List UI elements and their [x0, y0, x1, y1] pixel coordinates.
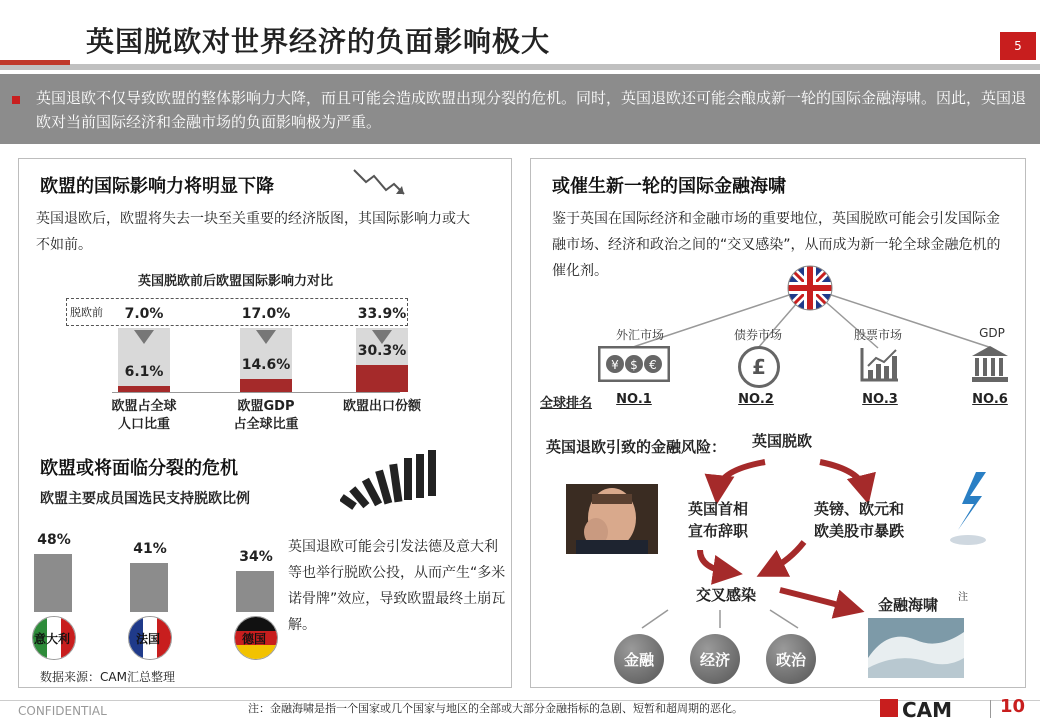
tsunami-photo: [868, 618, 964, 678]
title-accent: [0, 60, 70, 65]
market-label-fx: 外汇市场: [615, 328, 664, 342]
decline-arrow-icon: [352, 166, 408, 198]
before-value: 17.0%: [241, 306, 291, 322]
bank-building-icon: [970, 344, 1010, 384]
svg-text:¥: ¥: [611, 358, 619, 372]
risk-root: 英国脱欧: [752, 432, 813, 450]
country-label: 德国: [241, 632, 266, 646]
rank-gdp: NO.6: [972, 392, 1008, 407]
before-value: 7.0%: [124, 306, 164, 322]
summary-text: 英国退欧不仅导致欧盟的整体影响力大降，而且可能会造成欧盟出现分裂的危机。同时，英国退欧还可能会酿成新一轮的国际金融海啸。因此，英国退欧对当前国际经济和金融市场的负面影响极为严重。: [36, 89, 1027, 131]
domino-text: 英国退欧可能会引发法德及意大利等也举行脱欧公投，从而产生“多米诺骨牌”效应，导致欧盟最终土崩瓦解。: [288, 539, 506, 633]
tsunami-text: 鉴于英国在国际经济和金融市场的重要地位，英国脱欧可能会引发国际金融市场、经济和政治之间的“交叉感染”，从而成为新一轮全球金融危机的催化剂。: [552, 211, 1001, 279]
support-chart-title: 欧盟主要成员国选民支持脱欧比例: [40, 491, 250, 507]
after-value: 30.3%: [357, 342, 407, 359]
category-label: 欧盟GDP 占全球比重: [233, 399, 299, 432]
data-source: 数据来源：CAM汇总整理: [40, 670, 175, 684]
confidential-label: CONFIDENTIAL: [18, 704, 107, 718]
ball-economy: 经济: [690, 634, 740, 684]
country-label: 法国: [135, 632, 160, 646]
after-value: 14.6%: [241, 356, 291, 373]
before-brexit-label: 脱欧前: [70, 306, 103, 319]
support-value: 41%: [133, 540, 167, 557]
page-number: 5: [1000, 32, 1036, 60]
stock-chart-icon: [860, 346, 900, 382]
footnote: 注：金融海啸是指一个国家或几个国家与地区的全部或大部分金融指标的急剧、短暂和超周期的恶化。: [248, 702, 743, 715]
chart-title: 英国脱欧前后欧盟国际影响力对比: [138, 274, 334, 289]
cam-logo-mark: [880, 699, 898, 717]
pm-resign-node: 英国首相 宣布辞职: [688, 500, 749, 540]
after-bar: [118, 386, 170, 392]
support-value: 34%: [239, 549, 273, 566]
section-heading-tsunami: 或催生新一轮的国际金融海啸: [552, 176, 786, 197]
page-title: 英国脱欧对世界经济的负面影响极大: [86, 25, 551, 58]
tsunami-node: 金融海啸: [878, 596, 939, 614]
market-label-stock: 股票市场: [853, 328, 902, 342]
prime-minister-photo: [566, 484, 658, 554]
anniversary-badge: 10: [1000, 696, 1026, 717]
crash-lightning-icon: [946, 470, 996, 550]
after-bar: [240, 379, 292, 392]
logo-divider: [990, 700, 991, 718]
down-arrow-icon: [134, 330, 154, 344]
uk-flag-icon: [786, 264, 834, 312]
svg-text:€: €: [649, 358, 657, 372]
support-bar: [236, 571, 274, 612]
after-bar: [356, 365, 408, 392]
influence-text: 英国退欧后，欧盟将失去一块至关重要的经济版图，其国际影响力或大不如前。: [36, 211, 470, 253]
before-value: 33.9%: [357, 306, 407, 322]
down-arrow-icon: [256, 330, 276, 344]
cross-infection-node: 交叉感染: [696, 586, 757, 604]
pound-icon: £: [738, 346, 780, 388]
ball-finance: 金融: [614, 634, 664, 684]
tsunami-note-mark: 注: [958, 592, 968, 603]
support-bar: [34, 554, 72, 612]
support-value: 48%: [37, 532, 71, 549]
ball-politics: 政治: [766, 634, 816, 684]
market-label-bond: 债券市场: [733, 328, 782, 342]
rank-stock: NO.3: [862, 392, 898, 407]
category-label: 欧盟占全球 人口比重: [111, 399, 177, 432]
cam-logo: CAM: [902, 698, 953, 722]
markets-fall-node: 英镑、欧元和 欧美股市暴跌: [814, 500, 905, 540]
market-label-gdp: GDP: [979, 326, 1005, 340]
chart-baseline: [112, 392, 400, 393]
rank-bond: NO.2: [738, 392, 774, 407]
risk-label: 英国退欧引致的金融风险：: [546, 438, 727, 456]
country-label: 意大利: [33, 632, 70, 646]
after-value: 6.1%: [124, 364, 164, 380]
global-rank-label: 全球排名: [540, 396, 593, 411]
support-bar: [130, 563, 168, 612]
bullet-icon: [12, 96, 20, 104]
currency-notes-icon: [598, 346, 670, 382]
svg-text:$: $: [630, 358, 638, 372]
domino-icon: [340, 448, 440, 516]
category-label: 欧盟出口份额: [342, 399, 421, 414]
title-divider: [0, 64, 1040, 70]
rank-fx: NO.1: [616, 392, 652, 407]
section-heading-split: 欧盟或将面临分裂的危机: [40, 458, 238, 479]
section-heading-influence: 欧盟的国际影响力将明显下降: [40, 176, 274, 197]
